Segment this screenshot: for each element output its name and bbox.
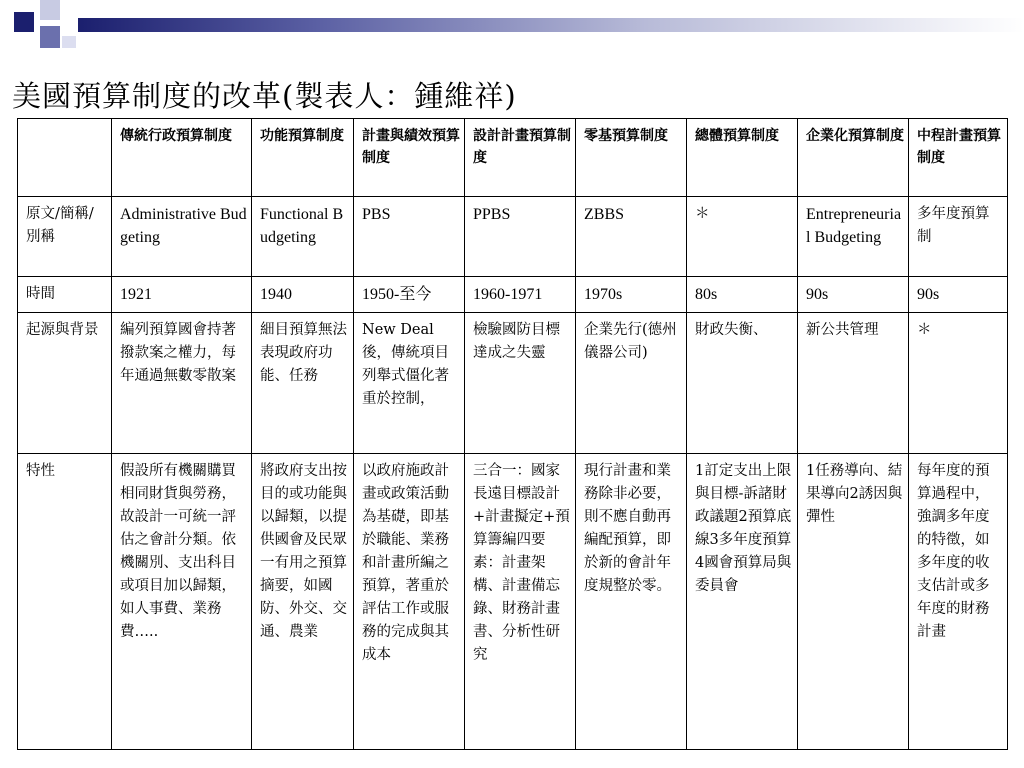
table-cell: PPBS xyxy=(465,197,576,277)
table-row xyxy=(18,454,1008,750)
table-cell: 財政失衡、 xyxy=(687,313,798,454)
deco-square-dark xyxy=(14,12,34,32)
table-cell: 1960-1971 xyxy=(465,277,576,313)
header-cell: 零基預算制度 xyxy=(576,119,687,197)
deco-square-light xyxy=(40,0,60,20)
table-cell: 多年度預算制 xyxy=(909,197,1008,277)
table-cell: ZBBS xyxy=(576,197,687,277)
table-cell: PBS xyxy=(354,197,465,277)
header-cell: 功能預算制度 xyxy=(252,119,354,197)
table-cell: 檢驗國防目標達成之失靈 xyxy=(465,313,576,454)
table-cell: ＊ xyxy=(687,197,798,277)
table-cell: 每年度的預算過程中，強調多年度的特徵，如多年度的收支估計或多年度的財務計畫 xyxy=(909,454,1008,750)
budget-comparison-table xyxy=(17,118,1008,750)
table-cell: 90s xyxy=(798,277,909,313)
table-cell: 細目預算無法表現政府功能、任務 xyxy=(252,313,354,454)
table-cell: ＊ xyxy=(909,313,1008,454)
row-label: 時間 xyxy=(18,277,112,313)
table-cell: 企業先行(德州儀器公司) xyxy=(576,313,687,454)
header-cell: 傳統行政預算制度 xyxy=(112,119,252,197)
table-cell: 1訂定支出上限與目標-訴諸財政議題2預算底線3多年度預算4國會預算局與委員會 xyxy=(687,454,798,750)
row-label: 特性 xyxy=(18,454,112,750)
deco-gradient-bar xyxy=(78,18,1024,32)
table-row xyxy=(18,197,1008,277)
table-row xyxy=(18,277,1008,313)
table-cell: 80s xyxy=(687,277,798,313)
header-cell: 中程計畫預算制度 xyxy=(909,119,1008,197)
table-cell: 1970s xyxy=(576,277,687,313)
table-cell: 現行計畫和業務除非必要，則不應自動再編配預算，即於新的會計年度規整於零。 xyxy=(576,454,687,750)
row-label: 起源與背景 xyxy=(18,313,112,454)
header-cell: 設計計畫預算制度 xyxy=(465,119,576,197)
header-cell: 計畫與績效預算制度 xyxy=(354,119,465,197)
header-cell xyxy=(18,119,112,197)
table-cell: New Deal後，傳統項目列舉式僵化著重於控制， xyxy=(354,313,465,454)
table-cell: 1940 xyxy=(252,277,354,313)
slide-title: 美國預算制度的改革(製表人：鍾維祥) xyxy=(12,79,517,113)
table-cell: 以政府施政計畫或政策活動為基礎，即基於職能、業務和計畫所編之預算，著重於評估工作或服務的完成與其成本 xyxy=(354,454,465,750)
table-cell: Entrepreneurial Budgeting xyxy=(798,197,909,277)
table-cell: 三合一：國家長遠目標設計+計畫擬定+預算籌編四要素：計畫架構、計畫備忘錄、財務計畫書、分析性研究 xyxy=(465,454,576,750)
table-row xyxy=(18,313,1008,454)
table-cell: 新公共管理 xyxy=(798,313,909,454)
table-header-row xyxy=(18,119,1008,197)
table-cell: 1921 xyxy=(112,277,252,313)
table-cell: 將政府支出按目的或功能與以歸類，以提供國會及民眾一有用之預算摘要，如國防、外交、交通、農業 xyxy=(252,454,354,750)
table-cell: 1950-至今 xyxy=(354,277,465,313)
deco-square-mid xyxy=(40,26,60,48)
table-cell: 90s xyxy=(909,277,1008,313)
table-cell: 1任務導向、結果導向2誘因與彈性 xyxy=(798,454,909,750)
header-decoration xyxy=(0,0,1024,50)
table-cell: Functional Budgeting xyxy=(252,197,354,277)
table-cell: 假設所有機關購買相同財貨與勞務，故設計一可統一評估之會計分類。依機關別、支出科目或項目加以歸類，如人事費、業務費….. xyxy=(112,454,252,750)
table-cell: Administrative Budgeting xyxy=(112,197,252,277)
header-cell: 企業化預算制度 xyxy=(798,119,909,197)
deco-square-pale xyxy=(62,36,76,48)
header-cell: 總體預算制度 xyxy=(687,119,798,197)
table-cell: 編列預算國會持著撥款案之權力，每年通過無數零散案 xyxy=(112,313,252,454)
row-label: 原文/簡稱/別稱 xyxy=(18,197,112,277)
